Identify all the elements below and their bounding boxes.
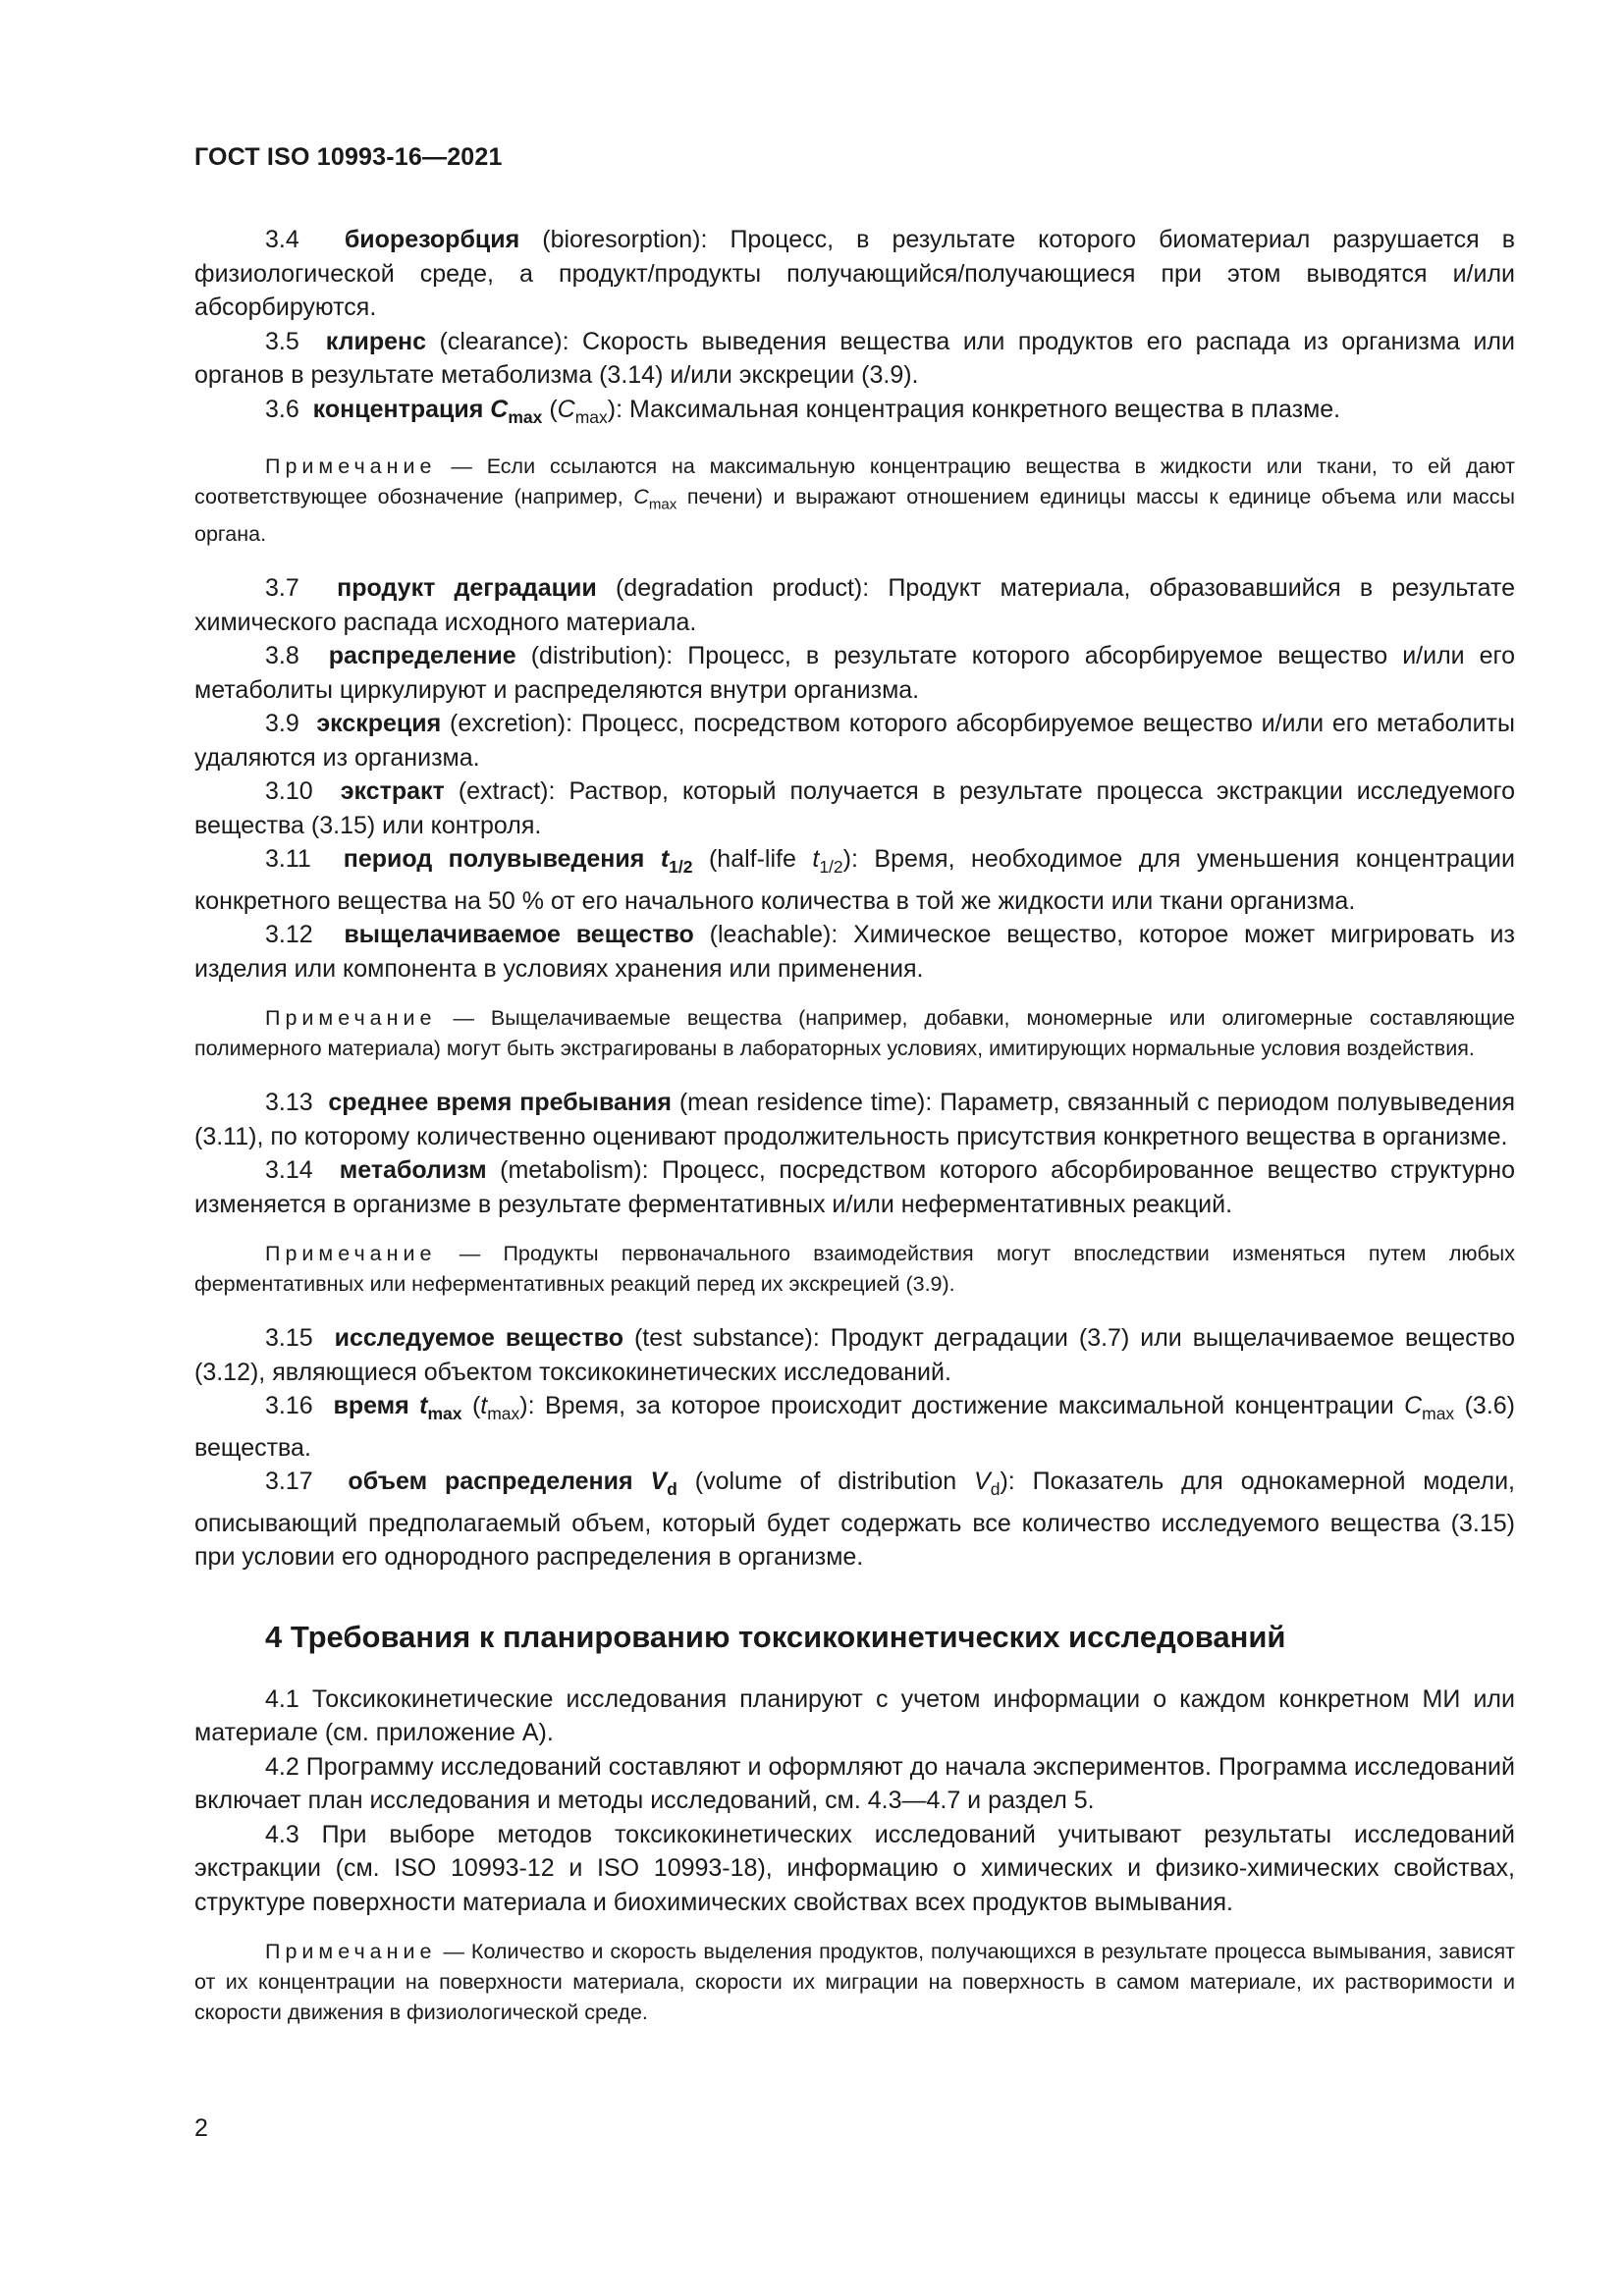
term-3-14: 3.14 метаболизм (metabolism): Процесс, посредством которого абсорбированное вещество структурно изменяется в организме в результате ферментативных и/или неферментативных реакций. <box>194 1156 1515 1218</box>
term-3-12: 3.12 выщелачиваемое вещество (leachable): Химическое вещество, которое может мигрировать из изделия или компонента в условиях хранения или применения. <box>194 921 1515 983</box>
page-number: 2 <box>194 2114 208 2142</box>
term-3-8: 3.8 распределение (distribution): Процесс, в результате которого абсорбируемое вещество и/или его метаболиты циркулируют и распределяются внутри организма. <box>194 642 1515 704</box>
note-2: Примечание — Выщелачиваемые вещества (например, добавки, мономерные или олигомерные составляющие полимерного материала) могут быть экстрагированы в лабораторных условиях, имитирующих нормальные условия воздействия. <box>194 1006 1515 1061</box>
note-1: Примечание — Если ссылаются на максимальную концентрацию вещества в жидкости или ткани, то ей дают соответствующее обозначение (например, $C_{max}$ печени) и выражают отношением единицы массы к единице объема или массы органа. <box>194 454 1515 547</box>
term-3-15: 3.15 исследуемое вещество (test substance): Продукт деградации (3.7) или выщелачиваемое вещество (3.12), являющиеся объектом токсикокинетических исследований. <box>194 1324 1516 1386</box>
paragraph-4-2: 4.2 Программу исследований составляют и оформляют до начала экспериментов. Программа исследований включает план исследования и методы исследований, см. 4.3—4.7 и раздел 5. <box>194 1752 1515 1815</box>
note-3: Примечание — Продукты первоначального взаимодействия могут впоследствии изменяться путем любых ферментативных или неферментативных реакций перед их экскрецией (3.9). <box>194 1242 1515 1297</box>
term-3-4: 3.4 биорезорбция (bioresorption): Процесс, в результате которого биоматериал разрушается в физиологической среде, а продукт/продукты получающийся/получающиеся при этом выводятся и/или абсорбируются. <box>194 226 1515 321</box>
note-4: Примечание — Количество и скорость выделения продуктов, получающихся в результате процесса вымывания, зависят от их концентрации на поверхности материала, скорости их миграции на поверхность в самом материале, их растворимости и скорости движения в физиологической среде. <box>194 1940 1515 2025</box>
section-4-title: 4 Требования к планированию токсикокинетических исследований <box>265 1619 1286 1654</box>
term-3-6: 3.6 концентрация $C_{max}$ $(C_{max})$: Максимальная концентрация конкретного вещества в плазме. <box>265 395 1341 427</box>
paragraph-4-3: 4.3 При выборе методов токсикокинетических исследований учитывают результаты исследований экстракции (см. ISO 10993-12 и ISO 10993-18), информацию о химических и физико-химических свойствах, структуре поверхности материала и биохимических свойствах всех продуктов вымывания. <box>194 1820 1515 1916</box>
term-3-13: 3.13 среднее время пребывания (mean residence time): Параметр, связанный с периодом полувыведения (3.11), по которому количественно оценивают продолжительность присутствия конкретного вещества в организме. <box>194 1089 1515 1150</box>
paragraph-4-1: 4.1 Токсикокинетические исследования планируют с учетом информации о каждом конкретном МИ или материале (см. приложение А). <box>194 1684 1515 1747</box>
term-3-10: 3.10 экстракт (extract): Раствор, который получается в результате процесса экстракции исследуемого вещества (3.15) или контроля. <box>194 777 1515 839</box>
page-content <box>194 143 1515 2050</box>
term-3-16: 3.16 время $t_{max}$ $(t_{max})$: Время, за которое происходит достижение максимальной концентрации $C_{max}$ (3.6) вещества. <box>194 1392 1515 1462</box>
document-header: ГОСТ ISO 10993-16—2021 <box>194 143 503 171</box>
term-3-7: 3.7 продукт деградации (degradation product): Продукт материала, образовавшийся в результате химического распада исходного материала. <box>194 574 1515 636</box>
term-3-17: 3.17 объем распределения $V_d$ (volume of distribution $V_d$): Показатель для однокамерной модели, описывающий предполагаемый объем, который будет содержать все количество исследуемого вещества (3.15) при условии его однородного распределения в организме. <box>194 1468 1515 1572</box>
term-3-9: 3.9 экскреция (excretion): Процесс, посредством которого абсорбируемое вещество и/или его метаболиты удаляются из организма. <box>194 710 1515 772</box>
term-3-11: 3.11 период полувыведения $t_{1/2}$ (half-life $t_{1/2}$): Время, необходимое для уменьшения концентрации конкретного вещества на 50 % от его начального количества в той же жидкости или ткани организма. <box>194 845 1515 915</box>
term-3-5: 3.5 клиренс (clearance): Скорость выведения вещества или продуктов его распада из организма или органов в результате метаболизма (3.14) и/или экскреции (3.9). <box>194 327 1515 389</box>
